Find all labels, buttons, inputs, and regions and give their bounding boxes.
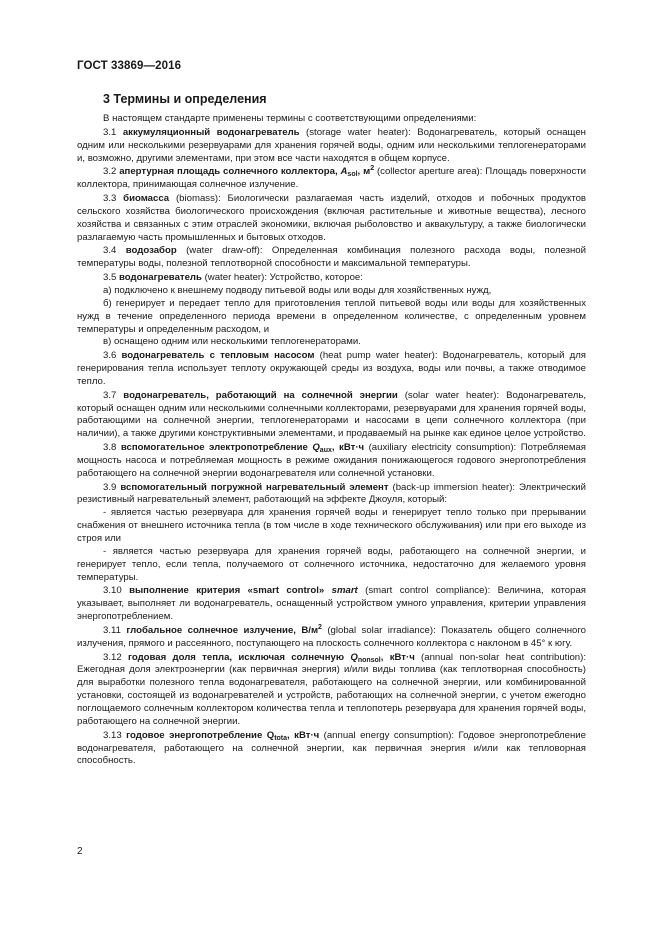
section-title: 3 Термины и определения: [103, 92, 267, 106]
document-body: [77, 113, 586, 769]
term-3-7: 3.7 водонагреватель, работающий на солнечной энергии (solar water heater): Водонагреватель, который оснащен одним или несколькими солнечными коллекторами, резервуарами для хранения горячей воды, работающими на солнечной энергии, теплогенераторами и насосами в цепи солнечного коллектора (при наличии), а также другими конструктивными элементами, и продаваемый на рынке как единое целое устройство.: [77, 389, 587, 440]
term-3-5-item-a: а) подключено к внешнему подводу питьевой воды или воды для хозяйственных нужд,: [103, 284, 492, 296]
term-3-9-item-1: - является частью резервуара для хранения горячей воды и генерирует тепло только при прерывании снабжения от внешнего источника тепла (в том числе в ходе технического обслуживания) или при его выходе из строя или: [77, 507, 586, 544]
intro-paragraph: В настоящем стандарте применены термины с соответствующими определениями:: [103, 113, 477, 124]
term-3-5-item-b: б) генерирует и передает тепло для приготовления теплой питьевой воды или воды для хозяйственных нужд в течение определенного периода времени в определенном количестве, с определенным уровнем температуры и определенным расходом, и: [77, 297, 586, 335]
term-3-13: 3.13 годовое энергопотребление $Q_{tota}$, кВт·ч (annual energy consumption): Годовое энергопотребление водонагревателя, работающего на солнечной энергии, как первичная энергия и/или как тепловорная способность.: [77, 729, 586, 767]
term-3-8: 3.8 вспомогательное электропотребление $Q_{aux}$, кВт·ч (auxiliary electricity consumption): Потребляемая мощность насоса и потребляемая мощность в режиме ожидания понижающегося годового энергопотребления работающего на солнечной энергии водонагревателя или солнечной установки.: [77, 442, 586, 479]
term-3-2: 3.2 апертурная площадь солнечного коллектора, $A_{sol}$, $м^2$ (collector aperture area): Площадь поверхности коллектора, принимающая солнечное излучение.: [77, 165, 586, 191]
term-3-10: 3.10 выполнение критерия «smart control» smart (smart control compliance): Величина, которая указывает, выполняет ли водонагреватель, оснащенный устройством умного управления, критерии управления энергопотреблением.: [77, 585, 586, 623]
term-3-1: 3.1 аккумуляционный водонагреватель (storage water heater): Водонагреватель, который оснащен одним или несколькими резервуарами для хранения горячей воды, одним или несколькими теплогенераторами и, возможно, другими элементами, при этом все части находятся в общем корпусе.: [77, 126, 586, 164]
term-3-3: 3.3 биомасса (biomass): Биологически разлагаемая часть изделий, отходов и побочных продуктов сельского хозяйства биологического происхождения (включая растительные и животные вещества), лесного хозяйства и связанных с этим отраслей экономики, включая рыболовство и аквакультуру, а также биологически разлагаемую часть промышленных и бытовых отходов.: [77, 193, 586, 243]
page-number: 2: [77, 846, 83, 857]
term-3-11: 3.11 глобальное солнечное излучение, $В/м^2$ (global solar irradiance): Показатель общего солнечного излучения, прямого и рассеянного, поступающего на плоскость солнечного коллектора с наклоном в 45° к югу.: [77, 623, 587, 649]
term-3-9: 3.9 вспомогательный погружной нагревательный элемент (back-up immersion heater): Электрический резистивный нагревательный элемент, работающий на эффекте Джоуля, который:: [77, 481, 586, 506]
term-3-5-item-c: в) оснащено одним или несколькими теплогенераторами.: [103, 336, 361, 348]
term-3-9-item-2: - является частью резервуара для хранения горячей воды, работающего на солнечной энергии, и генерирует тепло, если тепла, получаемого от солнечного источника, недостаточно для желаемого уровня температуры.: [77, 545, 586, 583]
term-3-6: 3.6 водонагреватель с тепловым насосом (heat pump water heater): Водонагреватель, который для генерирования тепла использует теплоту окружающей среды из воздуха, воды или почвы, а также отводимое тепло.: [77, 350, 586, 387]
document-header: ГОСТ 33869—2016: [77, 60, 182, 72]
term-3-5: 3.5 водонагреватель (water heater): Устройство, которое:: [103, 272, 363, 284]
term-3-12: 3.12 годовая доля тепла, исключая солнечную $Q_{nonsol}$, кВт·ч (annual non-solar heat contribution): Ежегодная доля электроэнергии (как первичная энергия) и/или виды топлива (как теплотворная способность) для выработки полезного тепла водонагревателя, работающего на солнечной энергии, или комбинированной установки, состоящей из водонагревателей и устройств, работающих на солнечной энергии, с учетом ежегодно поглощаемого солнечным коллектором количества тепла и теплопотерь резервуара для хранения горячей воды, работающего на солнечной энергии.: [77, 651, 587, 727]
term-3-4: 3.4 водозабор (water draw-off): Определенная комбинация полезного расхода воды, полезной температуры воды, полезной теплотворной способности и максимальной температуры.: [77, 245, 586, 270]
